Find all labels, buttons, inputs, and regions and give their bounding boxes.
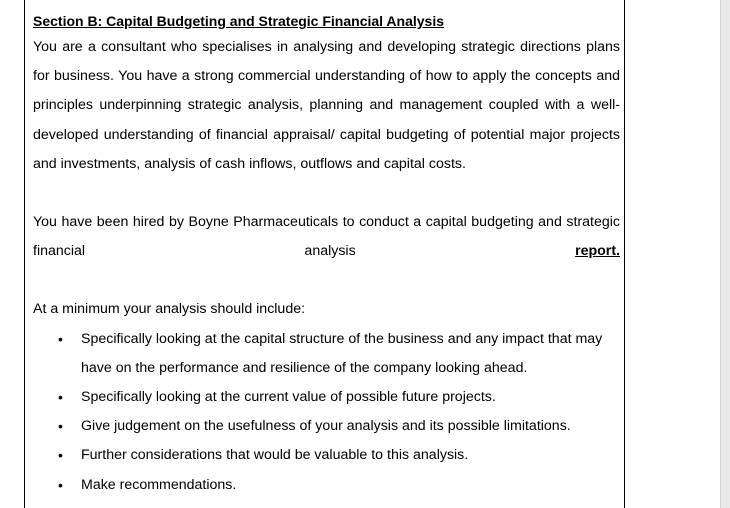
requirements-list [33,325,620,500]
paragraph-engagement-text: You have been hired by Boyne Pharmaceuticals to conduct a capital budgeting and strategic financial analysis [33,214,620,260]
list-item [33,412,620,441]
bullet-icon: • [58,389,63,406]
window-gutter [720,0,730,508]
list-item-text: Specifically looking at the current value of possible future projects. [81,389,496,406]
document-content [33,10,620,500]
list-item [33,325,620,383]
list-item [33,441,620,470]
list-item [33,383,620,412]
list-item-text: Give judgement on the usefulness of your analysis and its possible limitations. [81,418,571,435]
report-emphasis: report. [575,243,620,260]
section-heading: Section B: Capital Budgeting and Strategic Financial Analysis [33,13,444,29]
list-intro: At a minimum your analysis should include: [33,301,306,318]
bullet-icon: • [58,476,63,493]
list-item-text: Specifically looking at the capital structure of the business and any impact that may have on the performance and resilience of the company looking ahead. [81,330,603,376]
bullet-icon: • [58,447,63,464]
bullet-icon: • [58,330,63,347]
list-item-text: Make recommendations. [81,476,237,493]
paragraph-spacer [33,179,620,208]
list-item [33,471,620,500]
paragraph-consultant-role: You are a consultant who specialises in analysing and developing strategic directions plans for business. You have a strong commercial understanding of how to apply the concepts and principles underpinning strategic analysis, planning and management coupled with a well-developed understanding of financial appraisal/ capital budgeting of potential major projects and investments, analysis of cash inflows, outflows and capital costs. [33,39,620,172]
bullet-icon: • [58,418,63,435]
list-item-text: Further considerations that would be valuable to this analysis. [81,447,469,464]
paragraph-spacer [33,266,620,295]
paragraph-engagement [33,208,620,266]
